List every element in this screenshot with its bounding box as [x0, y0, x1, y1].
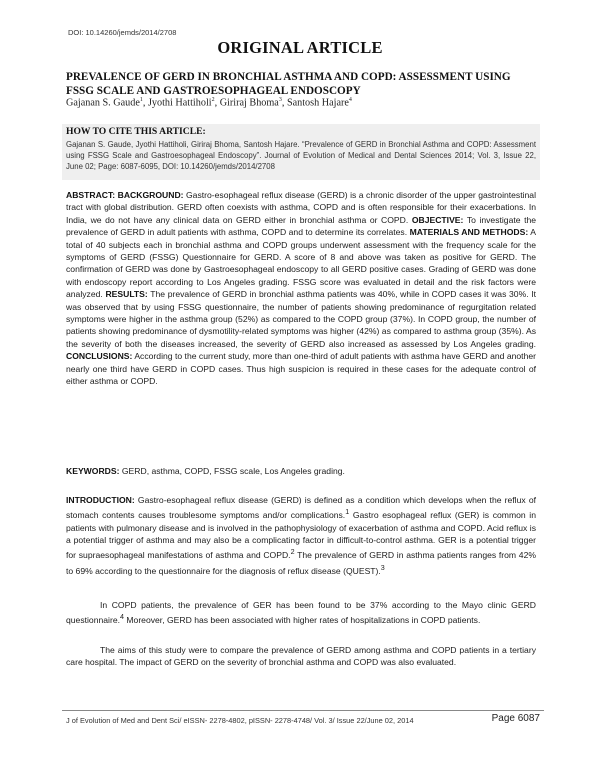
introduction-paragraph-3: The aims of this study were to compare the prevalence of GERD among asthma and COPD patients in a tertiary care hospital. The impact of GERD on the severity of bronchial asthma and COPD was also evaluated.	[66, 645, 536, 668]
intro-text: Moreover, GERD has been associated with higher rates of hospitalizations in COPD patients.	[126, 615, 481, 626]
author-affiliation: 4	[348, 97, 352, 103]
background-text: Gastro-esophageal reflux disease (GERD) is a chronic disorder of the upper gastrointestinal tract with global distribution. GERD often coexists with asthma, COPD and is often responsible for their exacerbations. In India, we do not have any clinical data on GERD either in bronchial asthma or COPD.	[66, 190, 536, 225]
author-name: Gajanan S. Gaude	[66, 97, 140, 109]
reference-marker: 3	[380, 563, 385, 572]
footer-divider	[62, 710, 544, 711]
page-number: Page 6087	[491, 713, 540, 724]
author-name: Giriraj Bhoma	[219, 97, 279, 109]
keywords-text: GERD, asthma, COPD, FSSG scale, Los Angeles grading.	[121, 466, 345, 476]
author-list: Gajanan S. Gaude$^1$, Jyothi Hattiholi$^2$, Giriraj Bhoma$^3$, Santosh Hajare$^4$	[66, 97, 352, 109]
citation-heading: HOW TO CITE THIS ARTICLE:	[66, 126, 206, 137]
author-affiliation: 2	[211, 97, 215, 103]
author-name: Jyothi Hattiholi	[147, 97, 212, 109]
results-text: The prevalence of GERD in bronchial asthma patients was 40%, while in COPD cases it was 30%. It was observed that by using FSSG questionnaire, the number of patients showing predominance of regurgitation related symptoms were higher in the asthma group (52%) as compared to the COPD group (37%). In COPD group, the number of patients showing predominance of dysmotility-related symptoms was higher (42%) as compared to asthma group (35%). As the severity of both the diseases increased, the severity of GERD also increased as assessed by Los Angeles grading.	[66, 289, 537, 349]
results-label: RESULTS:	[105, 289, 148, 300]
introduction-paragraph-1	[66, 494, 536, 577]
reference-marker: 2	[290, 548, 295, 557]
methods-text: A total of 40 subjects each in bronchial asthma and COPD groups underwent assessment with the frequency scale for the symptoms of GERD (FSSG) Questionnaire for GERD. A score of 8 and above was taken as positive for GERD. The confirmation of GERD was done by Gastroesophageal endoscopy to all GERD positive cases. Grading of GERD was done with endoscopy report according to Los Angeles grading. FSSG score was evaluated in detail and the risk factors were analyzed.	[66, 227, 536, 300]
doi-text: DOI: 10.14260/jemds/2014/2708	[68, 28, 177, 37]
background-label: BACKGROUND:	[117, 190, 184, 200]
intro-text: Gastro esophageal reflux (GER) is common in patients with pulmonary disease and is involved in the pathophysiology of exacerbation of asthma and COPD. Acid reflux is a potential trigger of asthma and may also be a complicating factor in difficult-to-control asthma. GER is a potential trigger for supraesophageal manifestations of asthma and COPD.	[66, 510, 536, 561]
keywords	[66, 465, 536, 477]
section-title: ORIGINAL ARTICLE	[217, 38, 383, 57]
intro-text: The prevalence of GERD in asthma patients ranges from 42% to 69% according to the questionnaire for the diagnosis of reflux disease (QUEST).	[66, 550, 537, 576]
introduction-label: INTRODUCTION:	[66, 495, 135, 505]
conclusions-text: According to the current study, more than one-third of adult patients with asthma have GERD and another nearly one third have GERD in COPD cases. Thus high suspicion is required in these cases for the adequate control of either asthma or COPD.	[66, 351, 536, 387]
author-name: Santosh Hajare	[286, 97, 349, 109]
reference-marker: 4	[120, 613, 124, 622]
abstract-label: ABSTRACT:	[66, 190, 116, 200]
conclusions-label: CONCLUSIONS:	[66, 351, 133, 362]
keywords-label: KEYWORDS:	[66, 466, 120, 476]
paper-title: PREVALENCE OF GERD IN BRONCHIAL ASTHMA AND COPD: ASSESSMENT USING FSSG SCALE AND GASTROESOPHAGEAL ENDOSCOPY	[66, 71, 511, 97]
author-affiliation: 3	[278, 97, 282, 103]
objective-label: OBJECTIVE:	[411, 214, 464, 225]
methods-label: MATERIALS AND METHODS:	[409, 227, 529, 238]
abstract	[66, 189, 536, 388]
footer-journal: J of Evolution of Med and Dent Sci/ eISSN- 2278-4802, pISSN- 2278-4748/ Vol. 3/ Issue 22/June 02, 2014	[66, 716, 414, 725]
author-affiliation: 1	[139, 97, 143, 103]
citation-text: Gajanan S. Gaude, Jyothi Hattiholi, Giriraj Bhoma, Santosh Hajare. “Prevalence of GERD in Bronchial Asthma and COPD: Assessment using FSSG Scale and Gastroesophageal Endoscopy”. Journal of Evolution of Medical and Dental Sciences 2014; Vol. 3, Issue 22, June 02; Page: 6087-6095, DOI: 10.14260/jemds/2014/2708	[66, 140, 536, 171]
intro-text: Gastro-esophageal reflux disease (GERD) is defined as a condition which develops when the reflux of stomach contents causes troublesome symptoms and/or complications.	[66, 495, 536, 521]
reference-marker: 1	[345, 508, 350, 517]
introduction-paragraph-2	[66, 599, 536, 627]
objective-text: To investigate the prevalence of GERD in adult patients with asthma, COPD and to determine its correlates.	[66, 214, 537, 238]
intro-text: In COPD patients, the prevalence of GER has been found to be 37% according to the Mayo clinic GERD questionnaire.	[66, 600, 536, 626]
